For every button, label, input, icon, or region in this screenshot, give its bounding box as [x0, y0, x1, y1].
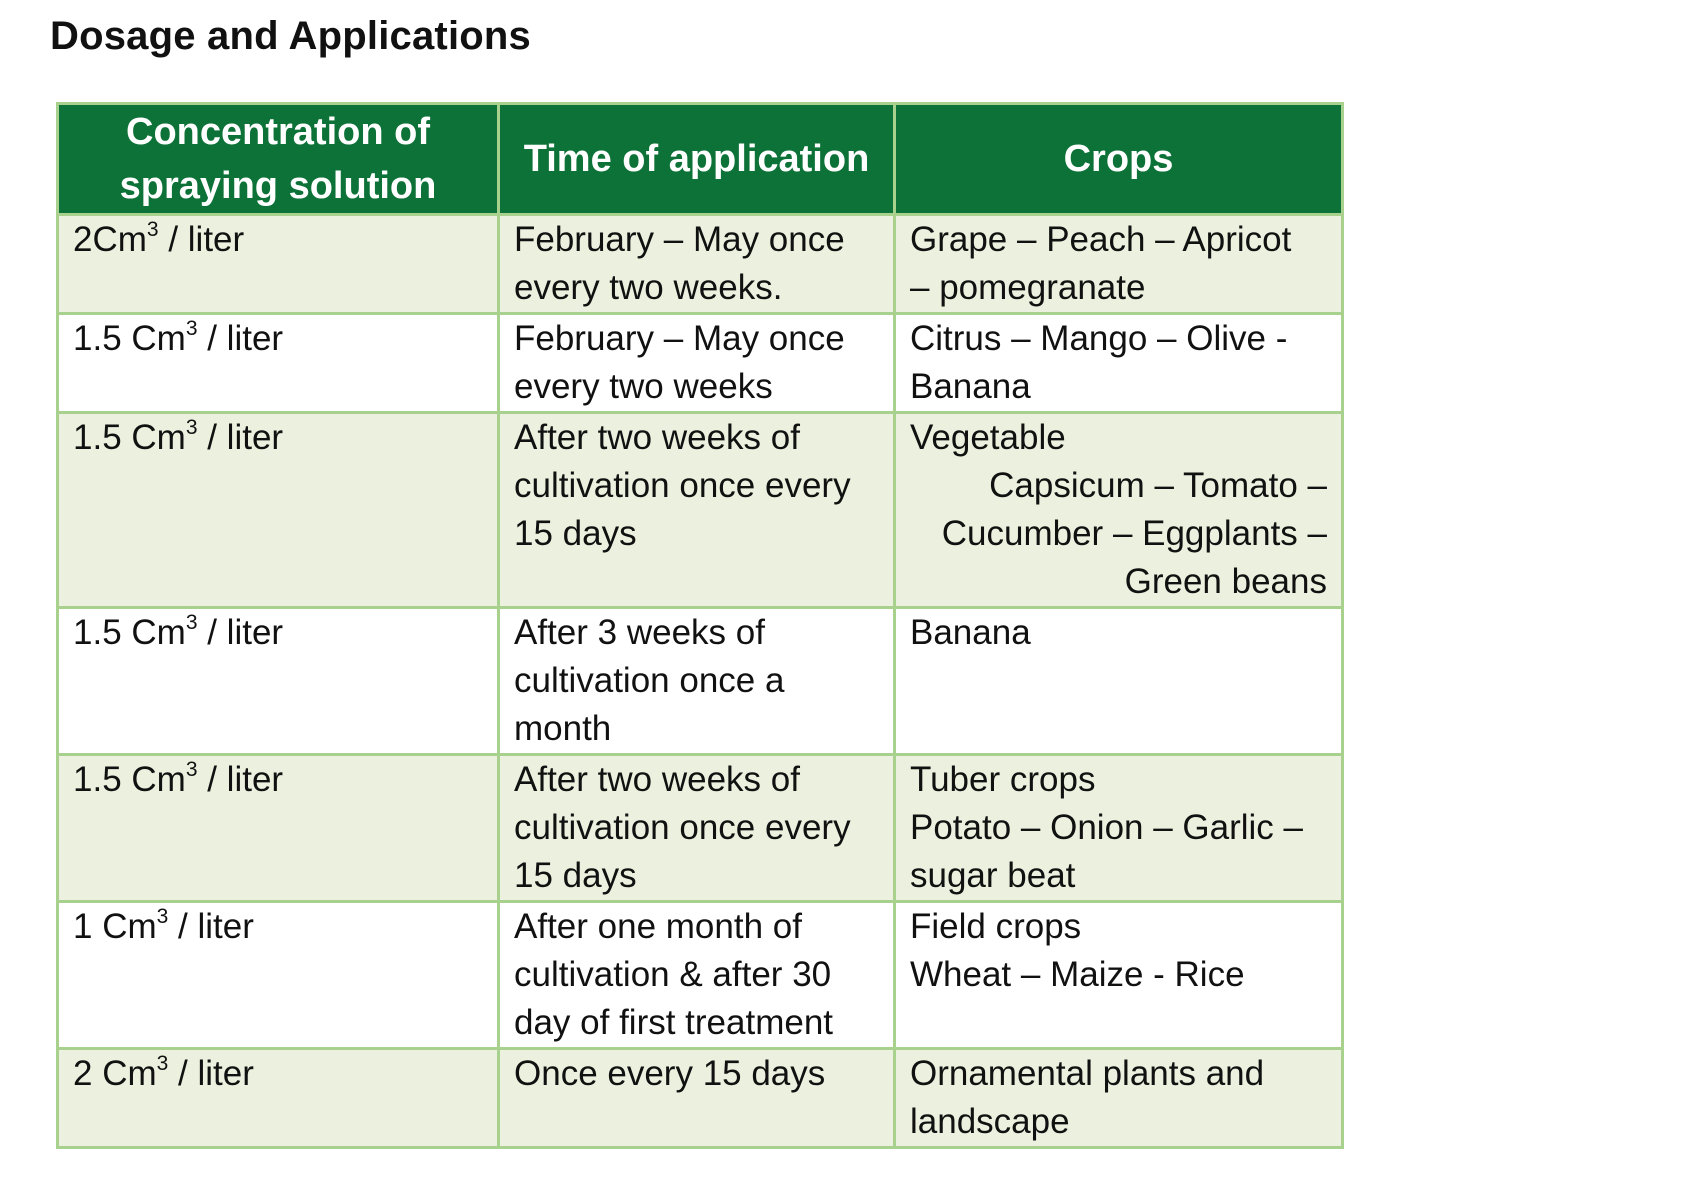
table-row [58, 755, 1343, 902]
crops-line: Wheat – Maize - Rice [910, 955, 1245, 994]
crops-line: Banana [910, 613, 1031, 652]
crops-line: Banana [910, 367, 1031, 406]
time-line: every two weeks. [514, 268, 783, 307]
table-row [58, 902, 1343, 1049]
concentration-exponent: 3 [146, 218, 159, 242]
crops-line: landscape [910, 1102, 1070, 1141]
concentration-unit: / liter [168, 1054, 254, 1093]
concentration-value: 1 Cm [73, 907, 157, 946]
crops-line: Citrus – Mango – Olive - [910, 319, 1288, 358]
concentration-exponent: 3 [185, 758, 198, 782]
time-line: cultivation once every [514, 808, 851, 847]
crops-cell [895, 902, 1343, 1049]
crops-line: Field crops [910, 907, 1082, 946]
crops-line: Grape – Peach – Apricot [910, 220, 1292, 259]
dosage-table [56, 102, 1344, 1149]
crops-cell [895, 755, 1343, 902]
header-line: spraying solution [119, 165, 437, 207]
concentration-exponent: 3 [185, 317, 198, 341]
time-line: month [514, 709, 612, 748]
concentration-value: 1.5 Cm [73, 760, 186, 799]
concentration-exponent: 3 [185, 611, 198, 635]
time-cell [499, 413, 895, 608]
time-line: After two weeks of [514, 418, 800, 457]
concentration-cell [58, 608, 499, 755]
crops-line: Green beans [1124, 562, 1327, 601]
table-row [58, 215, 1343, 314]
crops-line: Vegetable [910, 418, 1066, 457]
concentration-unit: / liter [197, 418, 284, 457]
concentration-exponent: 3 [156, 1052, 169, 1076]
crops-line: Tuber crops [910, 760, 1096, 799]
concentration-exponent: 3 [156, 905, 169, 929]
concentration-value: 2 Cm [73, 1054, 157, 1093]
table-header-row [58, 104, 1343, 215]
time-line: February – May once [514, 220, 845, 259]
crops-line: – pomegranate [910, 268, 1146, 307]
time-cell [499, 608, 895, 755]
crops-cell [895, 215, 1343, 314]
time-line: cultivation once a [514, 661, 785, 700]
concentration-cell [58, 215, 499, 314]
concentration-cell [58, 1049, 499, 1148]
time-cell [499, 314, 895, 413]
time-cell [499, 215, 895, 314]
crops-line: Cucumber – Eggplants – [941, 514, 1327, 553]
crops-line: Potato – Onion – Garlic – [910, 808, 1303, 847]
time-line: After one month of [514, 907, 802, 946]
crops-line: Ornamental plants and [910, 1054, 1265, 1093]
time-line: Once every 15 days [514, 1054, 826, 1093]
concentration-exponent: 3 [185, 416, 198, 440]
page-title: Dosage and Applications [50, 14, 531, 58]
concentration-cell [58, 413, 499, 608]
time-line: February – May once [514, 319, 845, 358]
header-line: Concentration of [126, 111, 430, 153]
concentration-cell [58, 314, 499, 413]
concentration-unit: / liter [197, 760, 284, 799]
time-line: 15 days [514, 514, 637, 553]
concentration-value: 2Cm [73, 220, 147, 259]
column-header-concentration [58, 104, 499, 215]
time-line: every two weeks [514, 367, 773, 406]
time-line: After 3 weeks of [514, 613, 765, 652]
crops-line: Capsicum – Tomato – [989, 466, 1327, 505]
concentration-unit: / liter [197, 319, 284, 358]
table-row [58, 608, 1343, 755]
time-line: day of first treatment [514, 1003, 834, 1042]
crops-cell [895, 1049, 1343, 1148]
time-cell [499, 755, 895, 902]
time-cell [499, 1049, 895, 1148]
concentration-cell [58, 755, 499, 902]
time-line: cultivation once every [514, 466, 851, 505]
concentration-value: 1.5 Cm [73, 613, 186, 652]
concentration-unit: / liter [168, 907, 254, 946]
column-header-time: Time of application [499, 104, 895, 215]
time-line: 15 days [514, 856, 637, 895]
table-row [58, 1049, 1343, 1148]
concentration-cell [58, 902, 499, 1049]
crops-cell [895, 413, 1343, 608]
column-header-crops: Crops [895, 104, 1343, 215]
crops-cell [895, 608, 1343, 755]
concentration-unit: / liter [197, 613, 284, 652]
table-row [58, 314, 1343, 413]
concentration-value: 1.5 Cm [73, 319, 186, 358]
time-cell [499, 902, 895, 1049]
crops-cell [895, 314, 1343, 413]
time-line: cultivation & after 30 [514, 955, 832, 994]
concentration-value: 1.5 Cm [73, 418, 186, 457]
table-row [58, 413, 1343, 608]
crops-line: sugar beat [910, 856, 1076, 895]
concentration-unit: / liter [158, 220, 245, 259]
time-line: After two weeks of [514, 760, 800, 799]
